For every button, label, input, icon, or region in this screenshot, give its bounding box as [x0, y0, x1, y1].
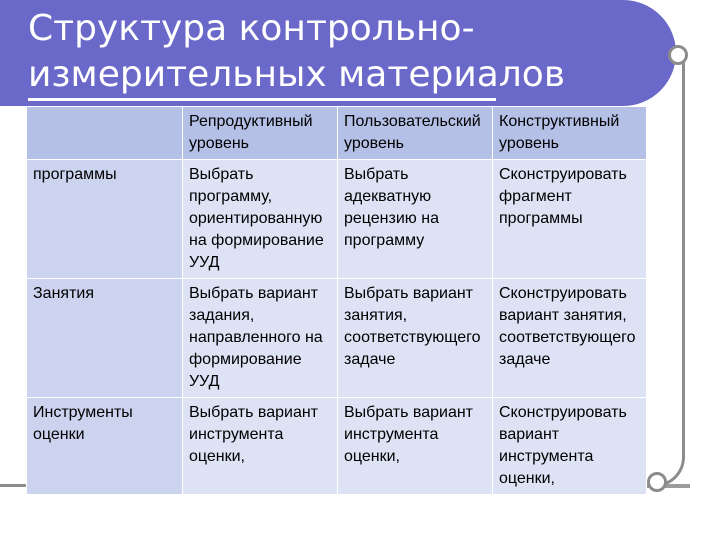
table-row — [27, 279, 647, 398]
table-cell: Сконструировать фрагмент программы — [493, 160, 647, 279]
table-cell: Выбрать программу, ориентированную на формирование УУД — [183, 160, 338, 279]
header-cell-reproductive: Репродуктивный уровень — [183, 107, 338, 160]
title-underline — [28, 98, 496, 101]
table-header-row — [27, 107, 647, 160]
row-label-programs: программы — [27, 160, 183, 279]
table-cell: Сконструировать вариант занятия, соответствующего задаче — [493, 279, 647, 398]
kim-structure-table — [26, 106, 647, 495]
header-cell-constructive: Конструктивный уровень — [493, 107, 647, 160]
header-cell-empty — [27, 107, 183, 160]
table-cell: Выбрать вариант занятия, соответствующего задаче — [338, 279, 493, 398]
table-cell: Сконструировать вариант инструмента оценки, — [493, 398, 647, 495]
table-row — [27, 398, 647, 495]
title-banner — [0, 0, 676, 106]
row-label-lessons: Занятия — [27, 279, 183, 398]
table-cell: Выбрать вариант инструмента оценки, — [338, 398, 493, 495]
frame-dot-bottom — [647, 472, 667, 492]
table-cell: Выбрать адекватную рецензию на программу — [338, 160, 493, 279]
table-cell: Выбрать вариант инструмента оценки, — [183, 398, 338, 495]
row-label-assessment-tools: Инструменты оценки — [27, 398, 183, 495]
slide-title: Структура контрольно- измерительных материалов — [28, 8, 566, 95]
table-cell: Выбрать вариант задания, направленного на формирование УУД — [183, 279, 338, 398]
header-cell-user: Пользовательский уровень — [338, 107, 493, 160]
frame-dot-top — [668, 45, 688, 65]
table-row — [27, 160, 647, 279]
